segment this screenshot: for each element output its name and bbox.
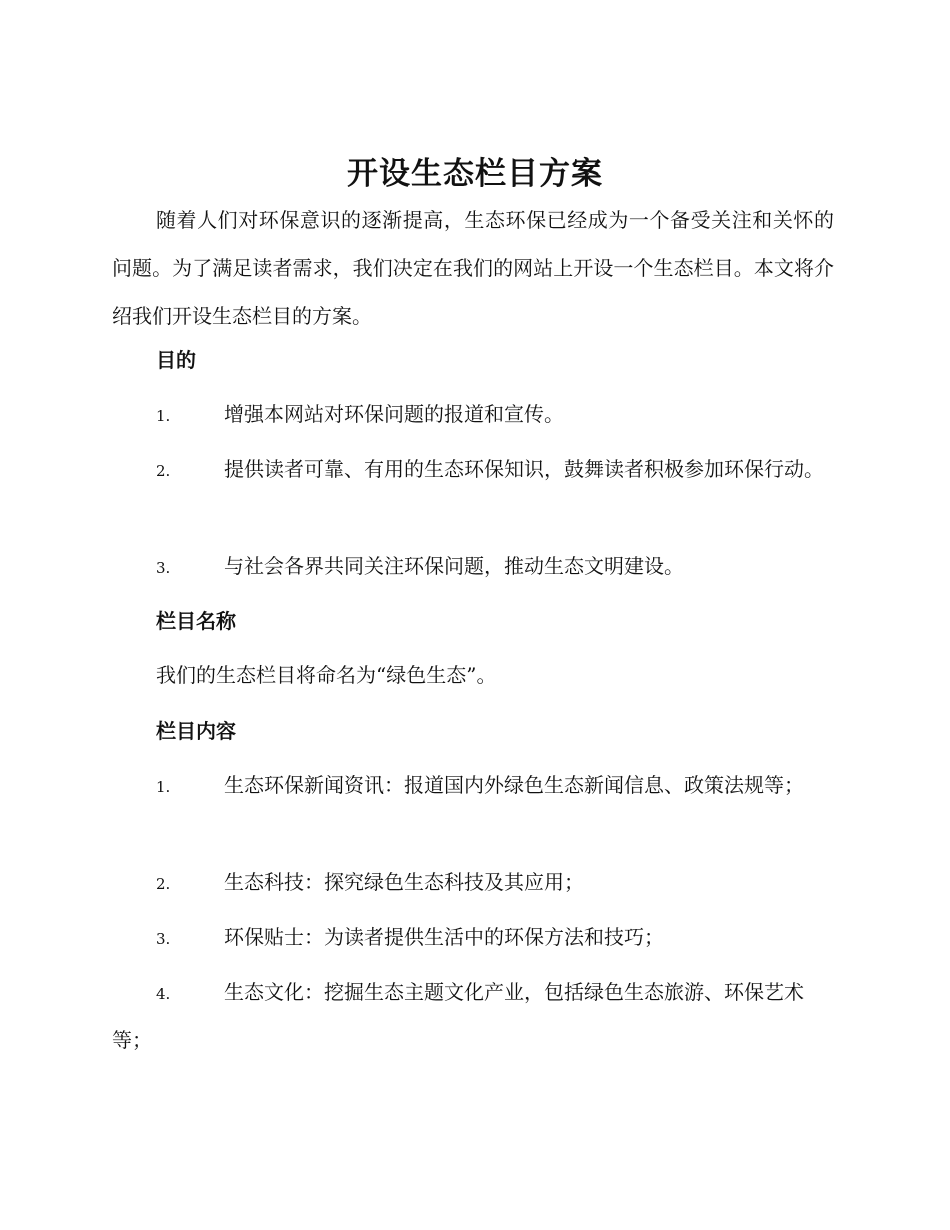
list-item (112, 446, 834, 494)
list-item-text: 增强本网站对环保问题的报道和宣传。 (224, 402, 564, 426)
list-item (112, 391, 834, 439)
section-heading-name: 栏目名称 (156, 609, 236, 633)
list-item-text: 环保贴士：为读者提供生活中的环保方法和技巧； (224, 925, 664, 949)
list-item (112, 969, 834, 1063)
list-item (112, 859, 834, 907)
list-item-text: 提供读者可靠、有用的生态环保知识，鼓舞读者积极参加环保行动。 (224, 457, 824, 481)
list-number: 2. (156, 875, 171, 893)
list-item-text: 与社会各界共同关注环保问题，推动生态文明建设。 (224, 554, 684, 578)
list-number: 1. (156, 407, 171, 425)
list-item (112, 914, 834, 962)
list-number: 3. (156, 559, 171, 577)
list-item-text: 生态科技：探究绿色生态科技及其应用； (224, 870, 584, 894)
section-heading-purpose: 目的 (156, 348, 196, 372)
intro-paragraph: 随着人们对环保意识的逐渐提高，生态环保已经成为一个备受关注和关怀的问题。为了满足读者需求，我们决定在我们的网站上开设一个生态栏目。本文将介绍我们开设生态栏目的方案。 (112, 208, 834, 328)
section-heading-content: 栏目内容 (156, 719, 236, 743)
list-number: 2. (156, 462, 171, 480)
list-number: 3. (156, 930, 171, 948)
list-item-text: 生态文化：挖掘生态主题文化产业，包括绿色生态旅游、环保艺术等； (112, 980, 804, 1052)
list-number: 4. (156, 985, 171, 1003)
list-item-text: 生态环保新闻资讯：报道国内外绿色生态新闻信息、政策法规等； (224, 773, 804, 797)
list-number: 1. (156, 778, 171, 796)
document-title: 开设生态栏目方案 (347, 156, 603, 192)
list-item (112, 543, 834, 591)
column-name-paragraph: 我们的生态栏目将命名为“绿色生态”。 (156, 663, 497, 687)
list-item (112, 762, 834, 810)
